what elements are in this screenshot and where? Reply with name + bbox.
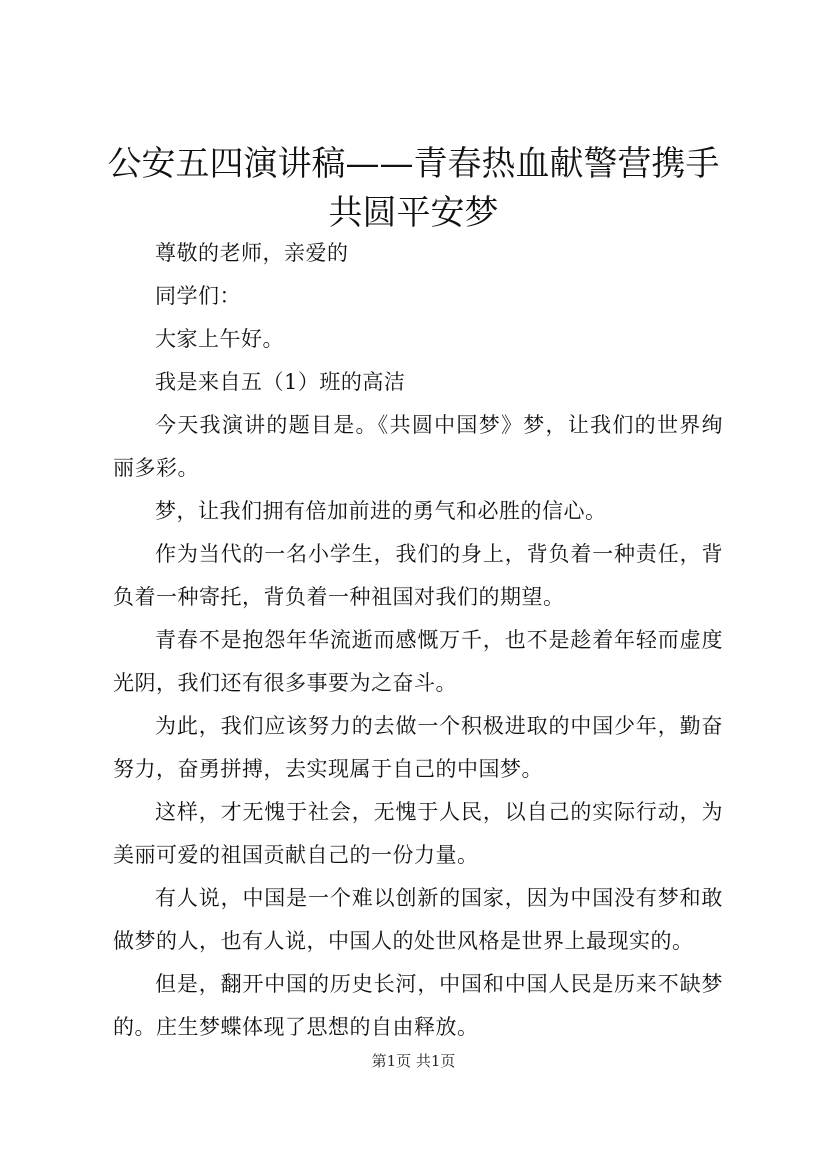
paragraph: 这样，才无愧于社会，无愧于人民，以自己的实际行动，为美丽可爱的祖国贡献自己的一份力量。: [113, 800, 723, 867]
paragraph: 今天我演讲的题目是。《共圆中国梦》梦，让我们的世界绚丽多彩。: [113, 413, 723, 480]
paragraph: 同学们：: [155, 284, 241, 308]
paragraph: 有人说，中国是一个难以创新的国家，因为中国没有梦和敢做梦的人，也有人说，中国人的处世风格是世界上最现实的。: [113, 886, 723, 953]
document-body: [113, 232, 723, 1049]
paragraph: 作为当代的一名小学生，我们的身上，背负着一种责任，背负着一种寄托，背负着一种祖国对我们的期望。: [113, 542, 723, 609]
paragraph: 青春不是抱怨年华流逝而感慨万千，也不是趁着年轻而虚度光阴，我们还有很多事要为之奋斗。: [113, 628, 723, 695]
paragraph: 梦，让我们拥有倍加前进的勇气和必胜的信心。: [155, 499, 607, 523]
paragraph: 我是来自五（1）班的高洁: [155, 370, 406, 394]
paragraph: 尊敬的老师，亲爱的: [155, 241, 349, 265]
paragraph: 大家上午好。: [155, 327, 284, 351]
page-number-footer: 第1页 共1页: [371, 1052, 456, 1070]
paragraph: 为此，我们应该努力的去做一个积极进取的中国少年，勤奋努力，奋勇拼搏，去实现属于自己的中国梦。: [113, 714, 723, 781]
document-title: 公安五四演讲稿——青春热血献警营携手共圆平安梦: [107, 144, 720, 233]
paragraph: 但是，翻开中国的历史长河，中国和中国人民是历来不缺梦的。庄生梦蝶体现了思想的自由释放。: [113, 972, 723, 1039]
